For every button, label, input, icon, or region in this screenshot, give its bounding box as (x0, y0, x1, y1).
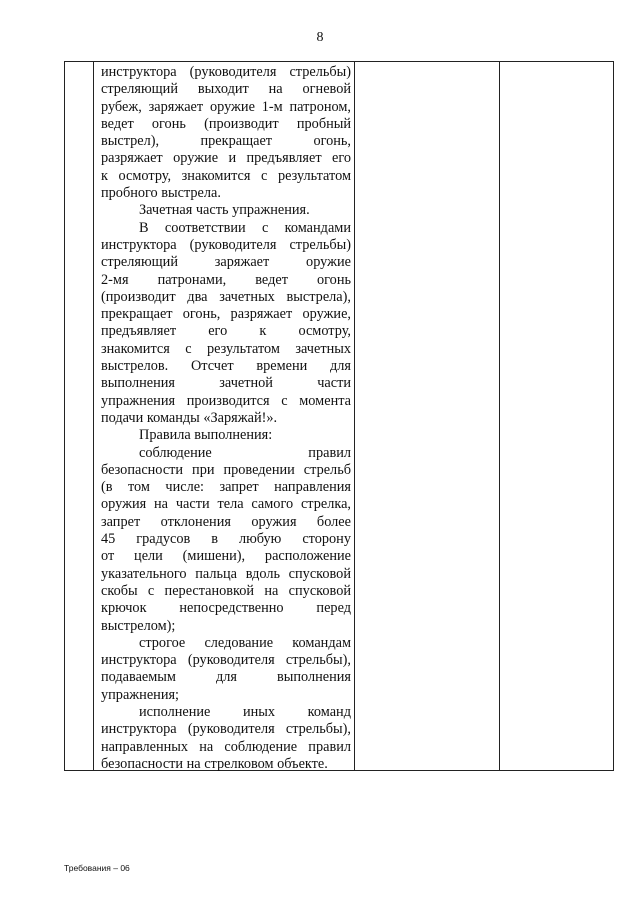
text-line: стреляющий заряжает оружие (101, 254, 351, 271)
text-line: пробного выстрела. (101, 185, 221, 202)
text-line: строгое следование командам (139, 634, 351, 651)
text-line: безопасности на стрелковом объекте. (101, 755, 328, 772)
text-line: разряжает оружие и предъявляет его (101, 150, 351, 167)
text-line: (в том числе: запрет направления (101, 479, 351, 496)
text-line: инструктора (руководителя стрельбы), (101, 721, 351, 738)
column-divider-1 (93, 62, 94, 770)
text-line: выстрел), прекращает огонь, (101, 133, 351, 150)
text-line: ведет огонь (производит пробный (101, 115, 351, 132)
text-line: крючок непосредственно перед (101, 600, 351, 617)
exercise-description-cell (101, 64, 351, 773)
text-line: выстрелов. Отсчет времени для (101, 358, 351, 375)
text-line: оружия на части тела самого стрелка, (101, 496, 351, 513)
text-line: инструктора (руководителя стрельбы), (101, 652, 351, 669)
column-divider-3 (499, 62, 500, 770)
text-line: 2-мя патронами, ведет огонь (101, 271, 351, 288)
text-line: от цели (мишени), расположение (101, 548, 351, 565)
column-divider-2 (354, 62, 355, 770)
text-line: к осмотру, знакомится с результатом (101, 167, 351, 184)
text-line: 45 градусов в любую сторону (101, 531, 351, 548)
text-line: упражнения производится с момента (101, 392, 351, 409)
text-line: выстрелом); (101, 617, 176, 634)
text-line: В соответствии с командами (139, 219, 351, 236)
text-line: предъявляет его к осмотру, (101, 323, 351, 340)
text-line: подаваемым для выполнения (101, 669, 351, 686)
text-line: скобы с перестановкой на спусковой (101, 582, 351, 599)
text-line: направленных на соблюдение правил (101, 738, 351, 755)
text-line: соблюдение правил (139, 444, 351, 461)
text-line: указательного пальца вдоль спусковой (101, 565, 351, 582)
footer-label: Требования – 06 (64, 863, 130, 873)
text-line: запрет отклонения оружия более (101, 513, 351, 530)
text-line: исполнение иных команд (139, 703, 351, 720)
text-line: прекращает огонь, разряжает оружие, (101, 306, 351, 323)
text-line: стреляющий выходит на огневой (101, 81, 351, 98)
text-line: Зачетная часть упражнения. (139, 202, 310, 219)
text-line: инструктора (руководителя стрельбы) (101, 236, 351, 253)
text-line: выполнения зачетной части (101, 375, 351, 392)
text-line: инструктора (руководителя стрельбы) (101, 64, 351, 80)
text-line: безопасности при проведении стрельб (101, 461, 351, 478)
text-line: рубеж, заряжает оружие 1-м патроном, (101, 98, 351, 115)
text-line: подачи команды «Заряжай!». (101, 409, 278, 426)
text-line: упражнения; (101, 686, 180, 703)
page-number: 8 (316, 30, 324, 45)
text-line: (производит два зачетных выстрела), (101, 288, 351, 305)
requirements-table (64, 61, 614, 771)
text-line: Правила выполнения: (139, 427, 273, 444)
text-line: знакомится с результатом зачетных (101, 340, 351, 357)
